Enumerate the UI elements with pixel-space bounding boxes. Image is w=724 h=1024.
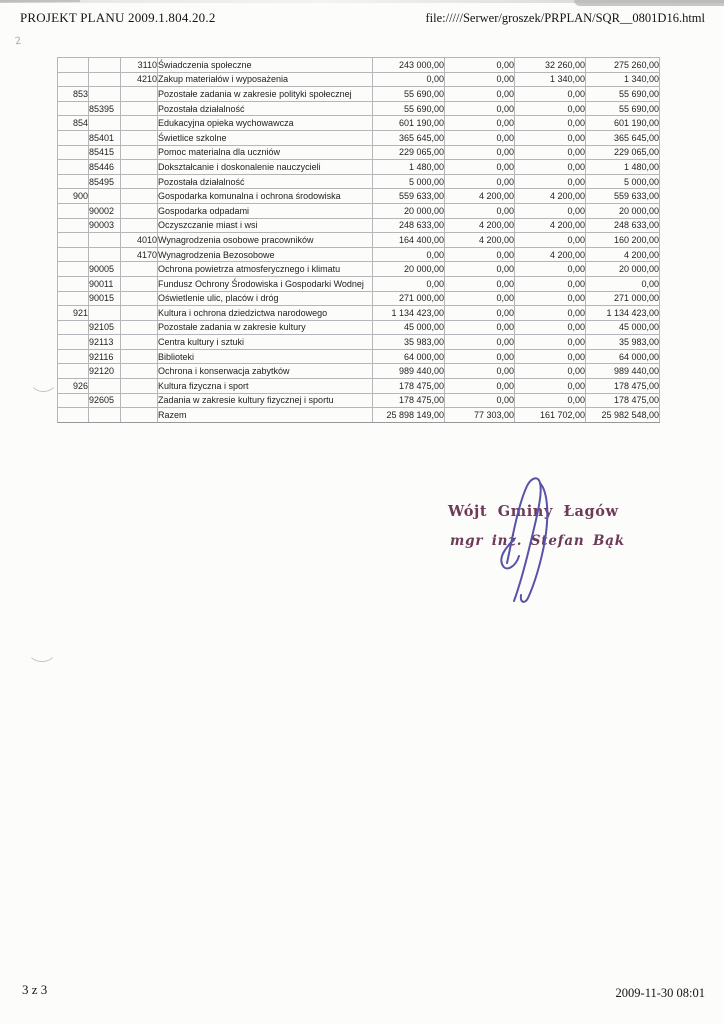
cell-amount_1: 178 475,00 [373, 379, 445, 394]
cell-rozdzial: 85415 [89, 145, 121, 160]
cell-dzial [58, 174, 89, 189]
cell-dzial: 854 [58, 116, 89, 131]
stamp-title-line: Wójt Gminy Łagów [448, 503, 619, 520]
cell-amount_3: 0,00 [515, 320, 586, 335]
table-row [58, 58, 660, 73]
cell-tresc: Kultura fizyczna i sport [158, 379, 373, 394]
cell-amount_1: 64 000,00 [373, 349, 445, 364]
cell-rozdzial [89, 306, 121, 321]
cell-amount_4: 271 000,00 [586, 291, 660, 306]
cell-amount_4: 20 000,00 [586, 203, 660, 218]
cell-paragraf [121, 335, 158, 350]
cell-amount_4: 989 440,00 [586, 364, 660, 379]
cell-paragraf [121, 379, 158, 394]
table-row [58, 189, 660, 204]
table-row [58, 349, 660, 364]
cell-paragraf [121, 393, 158, 408]
stamp-name-line: mgr inż. Stefan Bąk [450, 533, 625, 549]
cell-paragraf [121, 262, 158, 277]
cell-dzial [58, 364, 89, 379]
cell-paragraf [121, 291, 158, 306]
cell-amount_3: 0,00 [515, 262, 586, 277]
cell-paragraf: 3110 [121, 58, 158, 73]
table-row [58, 408, 660, 423]
cell-amount_1: 559 633,00 [373, 189, 445, 204]
cell-paragraf [121, 306, 158, 321]
cell-tresc: Razem [158, 408, 373, 423]
cell-dzial [58, 276, 89, 291]
print-timestamp: 2009-11-30 08:01 [615, 986, 705, 1000]
table-row [58, 364, 660, 379]
table-row [58, 262, 660, 277]
cell-amount_4: 20 000,00 [586, 262, 660, 277]
cell-amount_1: 0,00 [373, 276, 445, 291]
cell-rozdzial: 90015 [89, 291, 121, 306]
cell-amount_3: 0,00 [515, 203, 586, 218]
cell-amount_2: 0,00 [445, 116, 515, 131]
table-row [58, 72, 660, 87]
cell-amount_4: 248 633,00 [586, 218, 660, 233]
cell-paragraf [121, 408, 158, 423]
cell-paragraf [121, 116, 158, 131]
cell-rozdzial [89, 247, 121, 262]
document-file-path: file://///Serwer/groszek/PRPLAN/SQR__0801D16.html [425, 11, 705, 25]
table-row [58, 101, 660, 116]
cell-amount_1: 178 475,00 [373, 393, 445, 408]
cell-dzial [58, 160, 89, 175]
cell-paragraf [121, 218, 158, 233]
cell-rozdzial [89, 379, 121, 394]
cell-amount_4: 55 690,00 [586, 87, 660, 102]
cell-tresc: Fundusz Ochrony Środowiska i Gospodarki Wodnej [158, 276, 373, 291]
cell-paragraf [121, 276, 158, 291]
cell-amount_4: 1 134 423,00 [586, 306, 660, 321]
cell-amount_2: 0,00 [445, 203, 515, 218]
cell-rozdzial [89, 58, 121, 73]
cell-paragraf: 4010 [121, 233, 158, 248]
cell-amount_3: 161 702,00 [515, 408, 586, 423]
table-row [58, 306, 660, 321]
cell-amount_1: 229 065,00 [373, 145, 445, 160]
table-row [58, 218, 660, 233]
cell-dzial [58, 247, 89, 262]
cell-amount_1: 55 690,00 [373, 101, 445, 116]
cell-amount_1: 0,00 [373, 72, 445, 87]
cell-amount_2: 0,00 [445, 364, 515, 379]
cell-amount_1: 5 000,00 [373, 174, 445, 189]
cell-dzial: 921 [58, 306, 89, 321]
cell-amount_3: 0,00 [515, 349, 586, 364]
cell-paragraf [121, 101, 158, 116]
cell-tresc: Pozostałe zadania w zakresie polityki społecznej [158, 87, 373, 102]
cell-tresc: Pozostała działalność [158, 101, 373, 116]
cell-amount_2: 0,00 [445, 160, 515, 175]
cell-amount_2: 4 200,00 [445, 218, 515, 233]
cell-dzial [58, 145, 89, 160]
cell-rozdzial [89, 87, 121, 102]
cell-amount_2: 4 200,00 [445, 189, 515, 204]
cell-amount_3: 0,00 [515, 130, 586, 145]
cell-amount_4: 229 065,00 [586, 145, 660, 160]
cell-rozdzial: 85446 [89, 160, 121, 175]
cell-amount_3: 4 200,00 [515, 218, 586, 233]
handwritten-arc-mark [27, 643, 57, 662]
table-row [58, 379, 660, 394]
cell-rozdzial: 92120 [89, 364, 121, 379]
cell-amount_3: 1 340,00 [515, 72, 586, 87]
cell-amount_4: 55 690,00 [586, 101, 660, 116]
table-row [58, 130, 660, 145]
cell-paragraf: 4210 [121, 72, 158, 87]
cell-tresc: Edukacyjna opieka wychowawcza [158, 116, 373, 131]
cell-amount_3: 0,00 [515, 145, 586, 160]
cell-amount_2: 0,00 [445, 145, 515, 160]
cell-dzial [58, 291, 89, 306]
cell-amount_3: 0,00 [515, 291, 586, 306]
cell-tresc: Gospodarka komunalna i ochrona środowiska [158, 189, 373, 204]
cell-amount_3: 0,00 [515, 174, 586, 189]
cell-tresc: Wynagrodzenia Bezosobowe [158, 247, 373, 262]
cell-paragraf [121, 145, 158, 160]
cell-tresc: Ochrona powietrza atmosferycznego i klimatu [158, 262, 373, 277]
cell-rozdzial: 90011 [89, 276, 121, 291]
cell-amount_3: 0,00 [515, 233, 586, 248]
cell-rozdzial: 92605 [89, 393, 121, 408]
cell-amount_1: 25 898 149,00 [373, 408, 445, 423]
cell-dzial [58, 262, 89, 277]
cell-amount_1: 243 000,00 [373, 58, 445, 73]
cell-paragraf [121, 203, 158, 218]
cell-amount_3: 0,00 [515, 160, 586, 175]
cell-amount_2: 0,00 [445, 247, 515, 262]
signature-strokes [501, 478, 547, 602]
cell-amount_2: 0,00 [445, 101, 515, 116]
cell-rozdzial [89, 116, 121, 131]
cell-amount_2: 0,00 [445, 130, 515, 145]
pencil-margin-note: 2 [14, 35, 23, 48]
cell-amount_2: 0,00 [445, 379, 515, 394]
table-row [58, 87, 660, 102]
cell-amount_2: 77 303,00 [445, 408, 515, 423]
cell-amount_2: 0,00 [445, 276, 515, 291]
cell-amount_3: 0,00 [515, 335, 586, 350]
cell-dzial: 900 [58, 189, 89, 204]
table-row [58, 247, 660, 262]
cell-rozdzial [89, 233, 121, 248]
document-title: PROJEKT PLANU 2009.1.804.20.2 [20, 10, 216, 25]
cell-amount_2: 4 200,00 [445, 233, 515, 248]
cell-tresc: Dokształcanie i doskonalenie nauczycieli [158, 160, 373, 175]
cell-amount_4: 4 200,00 [586, 247, 660, 262]
handwritten-arc-mark [29, 374, 58, 392]
cell-amount_1: 1 134 423,00 [373, 306, 445, 321]
cell-amount_3: 0,00 [515, 276, 586, 291]
cell-amount_4: 45 000,00 [586, 320, 660, 335]
cell-tresc: Biblioteki [158, 349, 373, 364]
table-row [58, 291, 660, 306]
cell-dzial [58, 218, 89, 233]
cell-dzial [58, 203, 89, 218]
cell-paragraf [121, 320, 158, 335]
cell-amount_2: 0,00 [445, 72, 515, 87]
page-number: 3 z 3 [22, 982, 48, 997]
cell-dzial [58, 393, 89, 408]
cell-paragraf [121, 160, 158, 175]
table-row [58, 174, 660, 189]
scanner-edge-artifact-right [574, 0, 724, 6]
cell-tresc: Pozostałe zadania w zakresie kultury [158, 320, 373, 335]
cell-amount_4: 64 000,00 [586, 349, 660, 364]
cell-amount_2: 0,00 [445, 87, 515, 102]
table-row [58, 160, 660, 175]
cell-dzial [58, 233, 89, 248]
cell-amount_1: 601 190,00 [373, 116, 445, 131]
cell-amount_4: 25 982 548,00 [586, 408, 660, 423]
cell-paragraf [121, 130, 158, 145]
cell-tresc: Gospodarka odpadami [158, 203, 373, 218]
cell-amount_1: 20 000,00 [373, 203, 445, 218]
cell-amount_1: 0,00 [373, 247, 445, 262]
table-row [58, 145, 660, 160]
cell-amount_3: 0,00 [515, 379, 586, 394]
table-row [58, 320, 660, 335]
cell-amount_4: 35 983,00 [586, 335, 660, 350]
cell-amount_4: 160 200,00 [586, 233, 660, 248]
cell-rozdzial: 90005 [89, 262, 121, 277]
cell-amount_3: 4 200,00 [515, 247, 586, 262]
cell-rozdzial: 85495 [89, 174, 121, 189]
cell-rozdzial: 92113 [89, 335, 121, 350]
cell-rozdzial [89, 189, 121, 204]
budget-table-body [58, 58, 660, 423]
cell-amount_2: 0,00 [445, 335, 515, 350]
cell-tresc: Kultura i ochrona dziedzictwa narodowego [158, 306, 373, 321]
cell-amount_4: 365 645,00 [586, 130, 660, 145]
cell-dzial [58, 349, 89, 364]
cell-paragraf [121, 174, 158, 189]
cell-rozdzial: 90003 [89, 218, 121, 233]
cell-rozdzial: 92116 [89, 349, 121, 364]
cell-amount_3: 0,00 [515, 364, 586, 379]
cell-amount_4: 0,00 [586, 276, 660, 291]
table-row [58, 335, 660, 350]
cell-amount_1: 45 000,00 [373, 320, 445, 335]
cell-rozdzial [89, 72, 121, 87]
cell-amount_2: 0,00 [445, 349, 515, 364]
cell-amount_2: 0,00 [445, 393, 515, 408]
cell-tresc: Ochrona i konserwacja zabytków [158, 364, 373, 379]
cell-paragraf [121, 87, 158, 102]
cell-amount_2: 0,00 [445, 174, 515, 189]
table-row [58, 116, 660, 131]
cell-dzial [58, 335, 89, 350]
table-row [58, 233, 660, 248]
cell-amount_3: 0,00 [515, 101, 586, 116]
cell-amount_1: 35 983,00 [373, 335, 445, 350]
cell-amount_1: 271 000,00 [373, 291, 445, 306]
scanner-edge-artifact-left [0, 0, 80, 2]
cell-tresc: Pomoc materialna dla uczniów [158, 145, 373, 160]
cell-dzial [58, 58, 89, 73]
cell-tresc: Świadczenia społeczne [158, 58, 373, 73]
cell-dzial: 853 [58, 87, 89, 102]
cell-paragraf [121, 364, 158, 379]
cell-amount_1: 1 480,00 [373, 160, 445, 175]
cell-tresc: Centra kultury i sztuki [158, 335, 373, 350]
cell-amount_1: 20 000,00 [373, 262, 445, 277]
cell-amount_4: 275 260,00 [586, 58, 660, 73]
cell-paragraf [121, 349, 158, 364]
cell-amount_2: 0,00 [445, 320, 515, 335]
cell-amount_1: 365 645,00 [373, 130, 445, 145]
cell-dzial [58, 72, 89, 87]
cell-amount_1: 55 690,00 [373, 87, 445, 102]
cell-amount_1: 164 400,00 [373, 233, 445, 248]
cell-amount_3: 32 260,00 [515, 58, 586, 73]
cell-amount_2: 0,00 [445, 58, 515, 73]
cell-amount_1: 989 440,00 [373, 364, 445, 379]
budget-table [57, 57, 660, 423]
cell-amount_2: 0,00 [445, 306, 515, 321]
cell-dzial [58, 320, 89, 335]
cell-amount_4: 178 475,00 [586, 379, 660, 394]
cell-amount_4: 1 340,00 [586, 72, 660, 87]
cell-tresc: Pozostała działalność [158, 174, 373, 189]
cell-amount_4: 601 190,00 [586, 116, 660, 131]
cell-amount_4: 5 000,00 [586, 174, 660, 189]
cell-tresc: Wynagrodzenia osobowe pracowników [158, 233, 373, 248]
cell-tresc: Świetlice szkolne [158, 130, 373, 145]
cell-rozdzial: 85395 [89, 101, 121, 116]
cell-amount_3: 0,00 [515, 116, 586, 131]
table-row [58, 276, 660, 291]
cell-amount_2: 0,00 [445, 291, 515, 306]
cell-rozdzial [89, 408, 121, 423]
cell-rozdzial: 85401 [89, 130, 121, 145]
cell-amount_3: 0,00 [515, 393, 586, 408]
cell-paragraf [121, 189, 158, 204]
cell-amount_3: 0,00 [515, 87, 586, 102]
cell-tresc: Oświetlenie ulic, placów i dróg [158, 291, 373, 306]
cell-dzial [58, 130, 89, 145]
table-row [58, 203, 660, 218]
cell-amount_4: 559 633,00 [586, 189, 660, 204]
cell-rozdzial: 92105 [89, 320, 121, 335]
cell-dzial: 926 [58, 379, 89, 394]
cell-amount_4: 178 475,00 [586, 393, 660, 408]
cell-amount_3: 0,00 [515, 306, 586, 321]
cell-tresc: Zakup materiałów i wyposażenia [158, 72, 373, 87]
cell-paragraf: 4170 [121, 247, 158, 262]
cell-dzial [58, 408, 89, 423]
cell-amount_2: 0,00 [445, 262, 515, 277]
cell-tresc: Oczyszczanie miast i wsi [158, 218, 373, 233]
table-row [58, 393, 660, 408]
cell-tresc: Zadania w zakresie kultury fizycznej i sportu [158, 393, 373, 408]
cell-amount_4: 1 480,00 [586, 160, 660, 175]
cell-amount_1: 248 633,00 [373, 218, 445, 233]
cell-rozdzial: 90002 [89, 203, 121, 218]
handwritten-signature-icon [478, 468, 578, 613]
cell-dzial [58, 101, 89, 116]
cell-amount_3: 4 200,00 [515, 189, 586, 204]
